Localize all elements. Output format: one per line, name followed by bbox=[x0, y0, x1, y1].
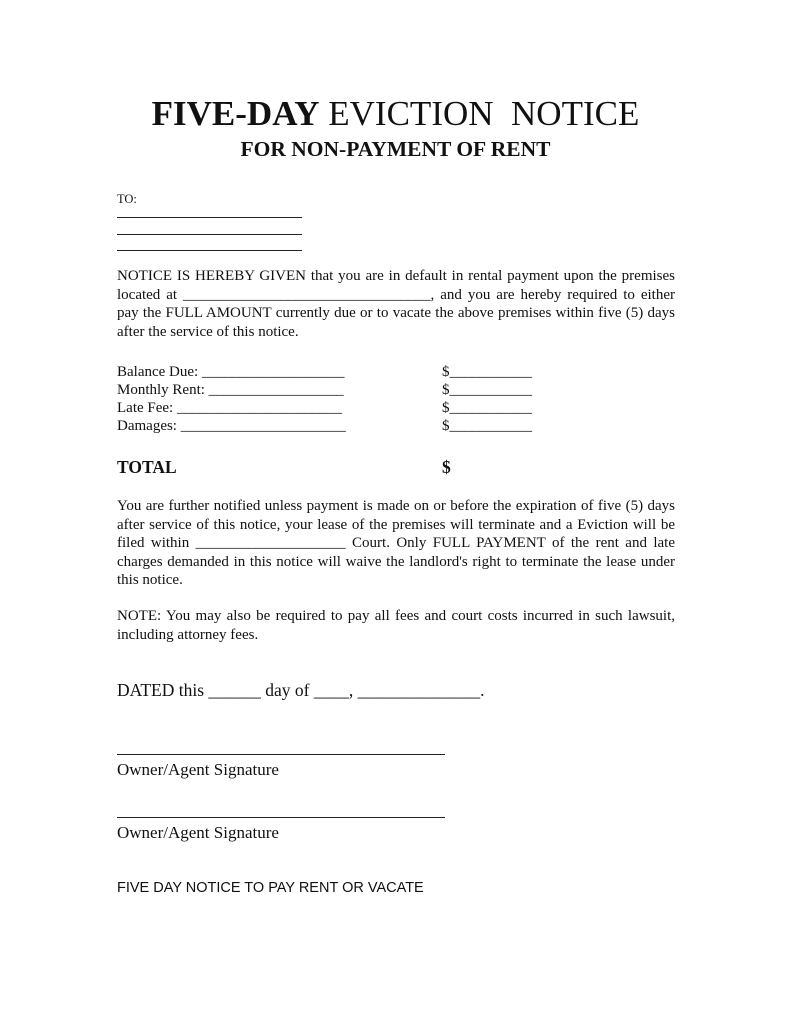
to-address-line-3 bbox=[117, 250, 302, 251]
note-paragraph: NOTE: You may also be required to pay all fees and court costs incurred in such lawsuit, including attorney fees. bbox=[117, 608, 675, 643]
total-amount: $ bbox=[442, 457, 451, 477]
to-address-line-2 bbox=[117, 234, 302, 235]
title-rest: EVICTION NOTICE bbox=[319, 94, 640, 133]
title-bold: FIVE-DAY bbox=[151, 94, 320, 133]
signature-line-2 bbox=[117, 817, 445, 818]
dated-line: DATED this ______ day of ____, ______________. bbox=[117, 680, 485, 700]
to-label: TO: bbox=[117, 192, 137, 206]
notice-lead: NOTICE bbox=[117, 268, 172, 284]
total-label: TOTAL bbox=[117, 457, 177, 477]
fee-amount: $___________ bbox=[442, 400, 532, 416]
total-row bbox=[117, 457, 537, 479]
notice-text-2: , and you are hereby required to either pay the FULL AMOUNT currently due or to vacate the above premises within five (5) days after the service of this notice. bbox=[117, 286, 675, 340]
premises-blank: _________________________________ bbox=[183, 286, 431, 303]
court-blank: ____________________ bbox=[195, 535, 346, 552]
fee-amount: $___________ bbox=[442, 364, 532, 380]
fee-row-late-fee bbox=[117, 399, 537, 417]
to-address-line-1 bbox=[117, 217, 302, 218]
page-title bbox=[0, 94, 791, 134]
page-subtitle: FOR NON-PAYMENT OF RENT bbox=[240, 137, 551, 161]
signature-line-1 bbox=[117, 754, 445, 755]
notice-paragraph bbox=[117, 267, 675, 341]
signature-label-1: Owner/Agent Signature bbox=[117, 760, 279, 779]
signature-label-2: Owner/Agent Signature bbox=[117, 823, 279, 842]
fee-row-damages bbox=[117, 417, 537, 435]
further-text-2: Court. Only FULL PAYMENT of the rent and late charges demanded in this notice will waive the landlord's right to terminate the lease under this notice. bbox=[117, 535, 675, 589]
footer-caption: FIVE DAY NOTICE TO PAY RENT OR VACATE bbox=[117, 880, 424, 896]
notice-text-1: IS HEREBY GIVEN that you are in default in rental payment upon the premises located at bbox=[117, 268, 675, 303]
fee-label: Late Fee: ______________________ bbox=[117, 400, 342, 416]
further-notice-paragraph bbox=[117, 497, 675, 590]
fee-label: Damages: ______________________ bbox=[117, 418, 346, 434]
fee-label: Balance Due: ___________________ bbox=[117, 364, 345, 380]
fee-amount: $___________ bbox=[442, 418, 532, 434]
fee-row-monthly-rent bbox=[117, 381, 537, 399]
fee-row-balance-due bbox=[117, 363, 537, 381]
fee-amount: $___________ bbox=[442, 382, 532, 398]
fee-label: Monthly Rent: __________________ bbox=[117, 382, 344, 398]
further-text-1: You are further notified unless payment is made on or before the expiration of five (5) days after service of this notice, your lease of the premises will terminate and a Eviction will be filed within bbox=[117, 498, 675, 552]
